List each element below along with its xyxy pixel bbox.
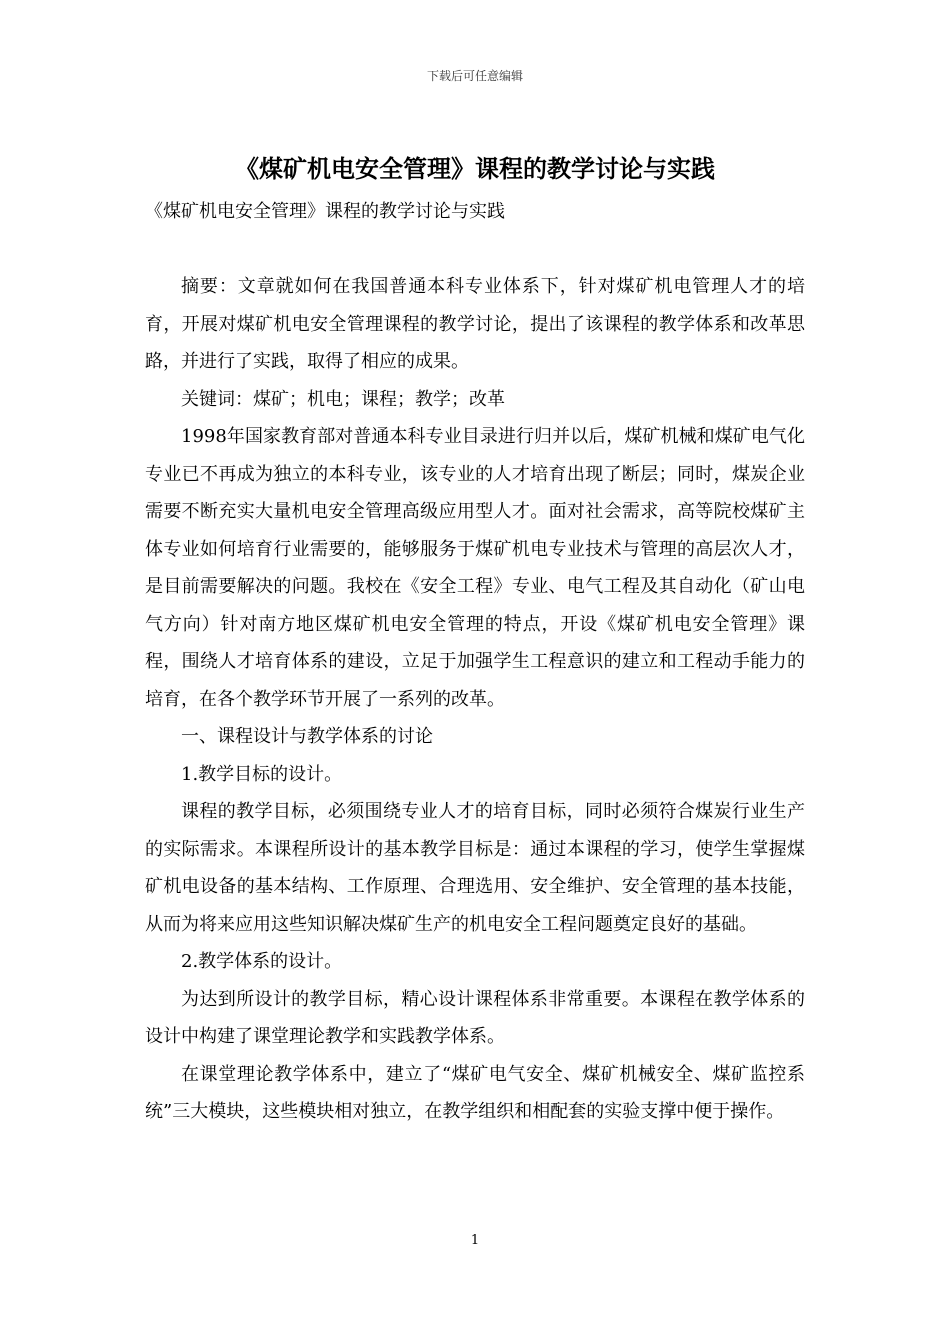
intro-paragraph: 1998年国家教育部对普通本科专业目录进行归并以后，煤矿机械和煤矿电气化专业已不再成为独立的本科专业，该专业的人才培育出现了断层；同时，煤炭企业需要不断充实大量机电安全管理高级应用型人才。面对社会需求，高等院校煤矿主体专业如何培育行业需要的，能够服务于煤矿机电专业技术与管理的高层次人才，是目前需要解决的问题。我校在《安全工程》专业、电气工程及其自动化（矿山电气方向）针对南方地区煤矿机电安全管理的特点，开设《煤矿机电安全管理》课程，围绕人才培育体系的建设，立足于加强学生工程意识的建立和工程动手能力的培育，在各个教学环节开展了一系列的改革。 bbox=[145, 426, 805, 710]
page-number: 1 bbox=[470, 1233, 480, 1248]
header-note: 下载后可任意编辑 bbox=[426, 69, 523, 83]
teaching-goal-paragraph: 课程的教学目标，必须围绕专业人才的培育目标，同时必须符合煤炭行业生产的实际需求。本课程所设计的基本教学目标是：通过本课程的学习，使学生掌握煤矿机电设备的基本结构、工作原理、合理选用、安全维护、安全管理的基本技能，从而为将来应用这些知识解决煤矿生产的机电安全工程问题奠定良好的基础。 bbox=[145, 801, 805, 935]
subsection-heading-2: 2.教学体系的设计。 bbox=[181, 951, 343, 972]
abstract-paragraph: 摘要：文章就如何在我国普通本科专业体系下，针对煤矿机电管理人才的培育，开展对煤矿机电安全管理课程的教学讨论，提出了该课程的教学体系和改革思路，并进行了实践，取得了相应的成果。 bbox=[145, 276, 805, 372]
teaching-system-paragraph: 为达到所设计的教学目标，精心设计课程体系非常重要。本课程在教学体系的设计中构建了课堂理论教学和实践教学体系。 bbox=[145, 988, 805, 1047]
section-heading: 一、课程设计与教学体系的讨论 bbox=[181, 726, 433, 747]
subsection-heading-1: 1.教学目标的设计。 bbox=[181, 763, 343, 785]
document-subtitle: 《煤矿机电安全管理》课程的教学讨论与实践 bbox=[145, 201, 505, 222]
classroom-theory-paragraph: 在课堂理论教学体系中，建立了“煤矿电气安全、煤矿机械安全、煤矿监控系统”三大模块，这些模块相对独立，在教学组织和相配套的实验支撑中便于操作。 bbox=[145, 1063, 805, 1122]
document-title: 《煤矿机电安全管理》课程的教学讨论与实践 bbox=[235, 154, 715, 183]
document-body bbox=[145, 268, 805, 1131]
keywords-paragraph: 关键词：煤矿；机电；课程；教学；改革 bbox=[181, 388, 505, 410]
